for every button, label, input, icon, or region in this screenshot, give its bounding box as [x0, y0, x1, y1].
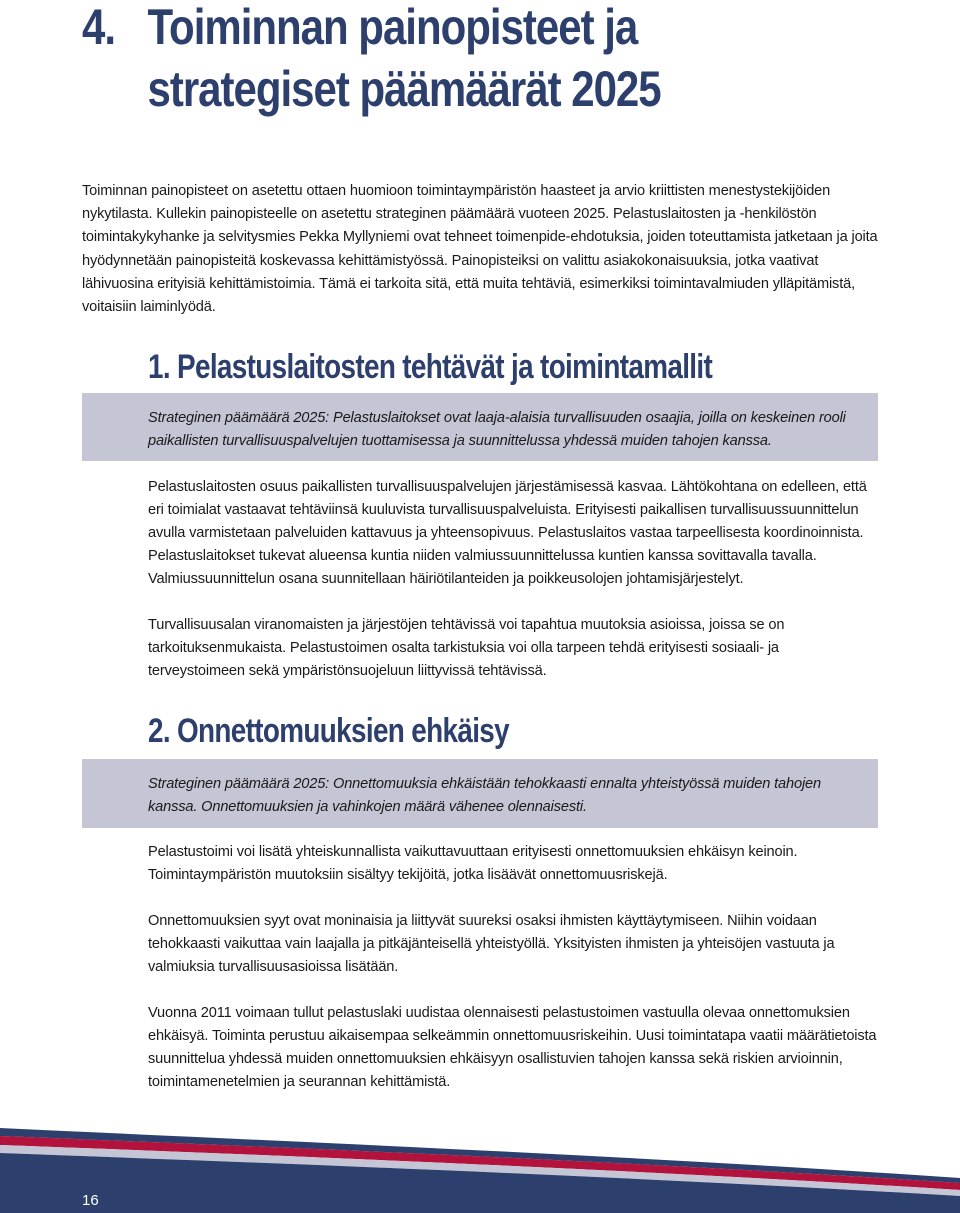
section2-paragraph-1: Pelastustoimi voi lisätä yhteiskunnallista vaikuttavuuttaan erityisesti onnettomuuksien ehkäisyn keinoin. Toimintaympäristön muutoksiin sisältyy tekijöitä, jotka lisäävät onnettomuusriskejä.: [148, 844, 798, 884]
chapter-title-line1: Toiminnan painopisteet ja: [147, 0, 638, 55]
footer-decorative-bands: [0, 1120, 960, 1213]
chapter-title-line2: strategiset päämäärät 2025: [147, 61, 661, 117]
section1-heading: 1. Pelastuslaitosten tehtävät ja toimintamallit: [148, 348, 713, 386]
section1-goal-box: Strateginen päämäärä 2025: Pelastuslaitokset ovat laaja-alaisia turvallisuuden osaajia, joilla on keskeinen rooli paikallisten turvallisuuspalvelujen tuottamisessa ja suunnittelussa yhdessä muiden tahojen kanssa.: [82, 393, 878, 461]
page-number: 16: [82, 1192, 99, 1209]
section2-goal-box: Strateginen päämäärä 2025: Onnettomuuksia ehkäistään tehokkaasti ennalta yhteistyössä muiden tahojen kanssa. Onnettomuuksien ja vahinkojen määrä vähenee olennaisesti.: [82, 759, 878, 828]
section2-paragraph-3: Vuonna 2011 voimaan tullut pelastuslaki uudistaa olennaisesti pelastustoimen vastuulla olevaa onnettomuksien ehkäisyä. Toiminta perustuu aikaisempaa selkeämmin onnettomuusriskeihin. Uusi toimintatapa vaatii määrätietoista suunnittelua yhdessä muiden onnettomuuksien ehkäisyyn osallistuvien tahojen kanssa sekä riskien arvioinnin, toimintamenetelmien ja seurannan kehittämistä.: [148, 1005, 877, 1091]
chapter-number: 4.: [82, 0, 116, 55]
section2-heading: 2. Onnettomuuksien ehkäisy: [148, 712, 509, 750]
section1-paragraph-2: Turvallisuusalan viranomaisten ja järjestöjen tehtävissä voi tapahtua muutoksia asioissa, joissa se on tarkoituksenmukaista. Pelastustoimen osalta tarkistuksia voi olla tarpeen tehdä erityisesti sosiaali- ja terveystoimeen sekä ympäristönsuojeluun liittyvissä tehtävissä.: [148, 617, 785, 680]
section1-paragraph-1: Pelastuslaitosten osuus paikallisten turvallisuuspalvelujen järjestämisessä kasvaa. Lähtökohtana on edelleen, että eri toimialat vastaavat tehtäviinsä kuuluvista turvallisuuspalveluista. Erityisesti paikallisen turvallisuussuunnittelun avulla varmistetaan palveluiden kattavuus ja yhteensopivuus. Pelastuslaitos vastaa tarpeellisesta koordinoinnista. Pelastuslaitokset tukevat alueensa kuntia niiden valmiussuunnittelussa kuntien kanssa sovittavalla tavalla. Valmiussuunnittelun osana suunnitellaan häiriötilanteiden ja poikkeusolojen johtamisjärjestelyt.: [148, 479, 867, 588]
intro-paragraph: Toiminnan painopisteet on asetettu ottaen huomioon toimintaympäristön haasteet ja arvio kriittisten menestystekijöiden nykytilasta. Kullekin painopisteelle on asetettu strateginen päämäärä vuoteen 2025. Pelastuslaitosten ja -henkilöstön toimintakykyhanke ja selvitysmies Pekka Myllyniemi ovat tehneet toimenpide-ehdotuksia, joiden toteuttamista jatketaan ja joita hyödynnetään painopisteitä koskevassa kehittämistyössä. Painopisteiksi on valittu asiakokonaisuuksia, jotka vaativat lähivuosina erityisiä kehittämistoimia. Tämä ei tarkoita sitä, että muita tehtäviä, esimerkiksi toimintavalmiuden ylläpitämistä, voitaisiin laiminlyödä.: [82, 183, 878, 316]
chapter-title: [82, 0, 771, 120]
section2-paragraph-2: Onnettomuuksien syyt ovat moninaisia ja liittyvät suureksi osaksi ihmisten käyttäytymiseen. Niihin voidaan tehokkaasti vaikuttaa vain laajalla ja pitkäjänteisellä yhteistyöllä. Yksityisten ihmisten ja yhteisöjen vastuuta ja valmiuksia turvallisuusasioissa lisätään.: [148, 913, 835, 976]
